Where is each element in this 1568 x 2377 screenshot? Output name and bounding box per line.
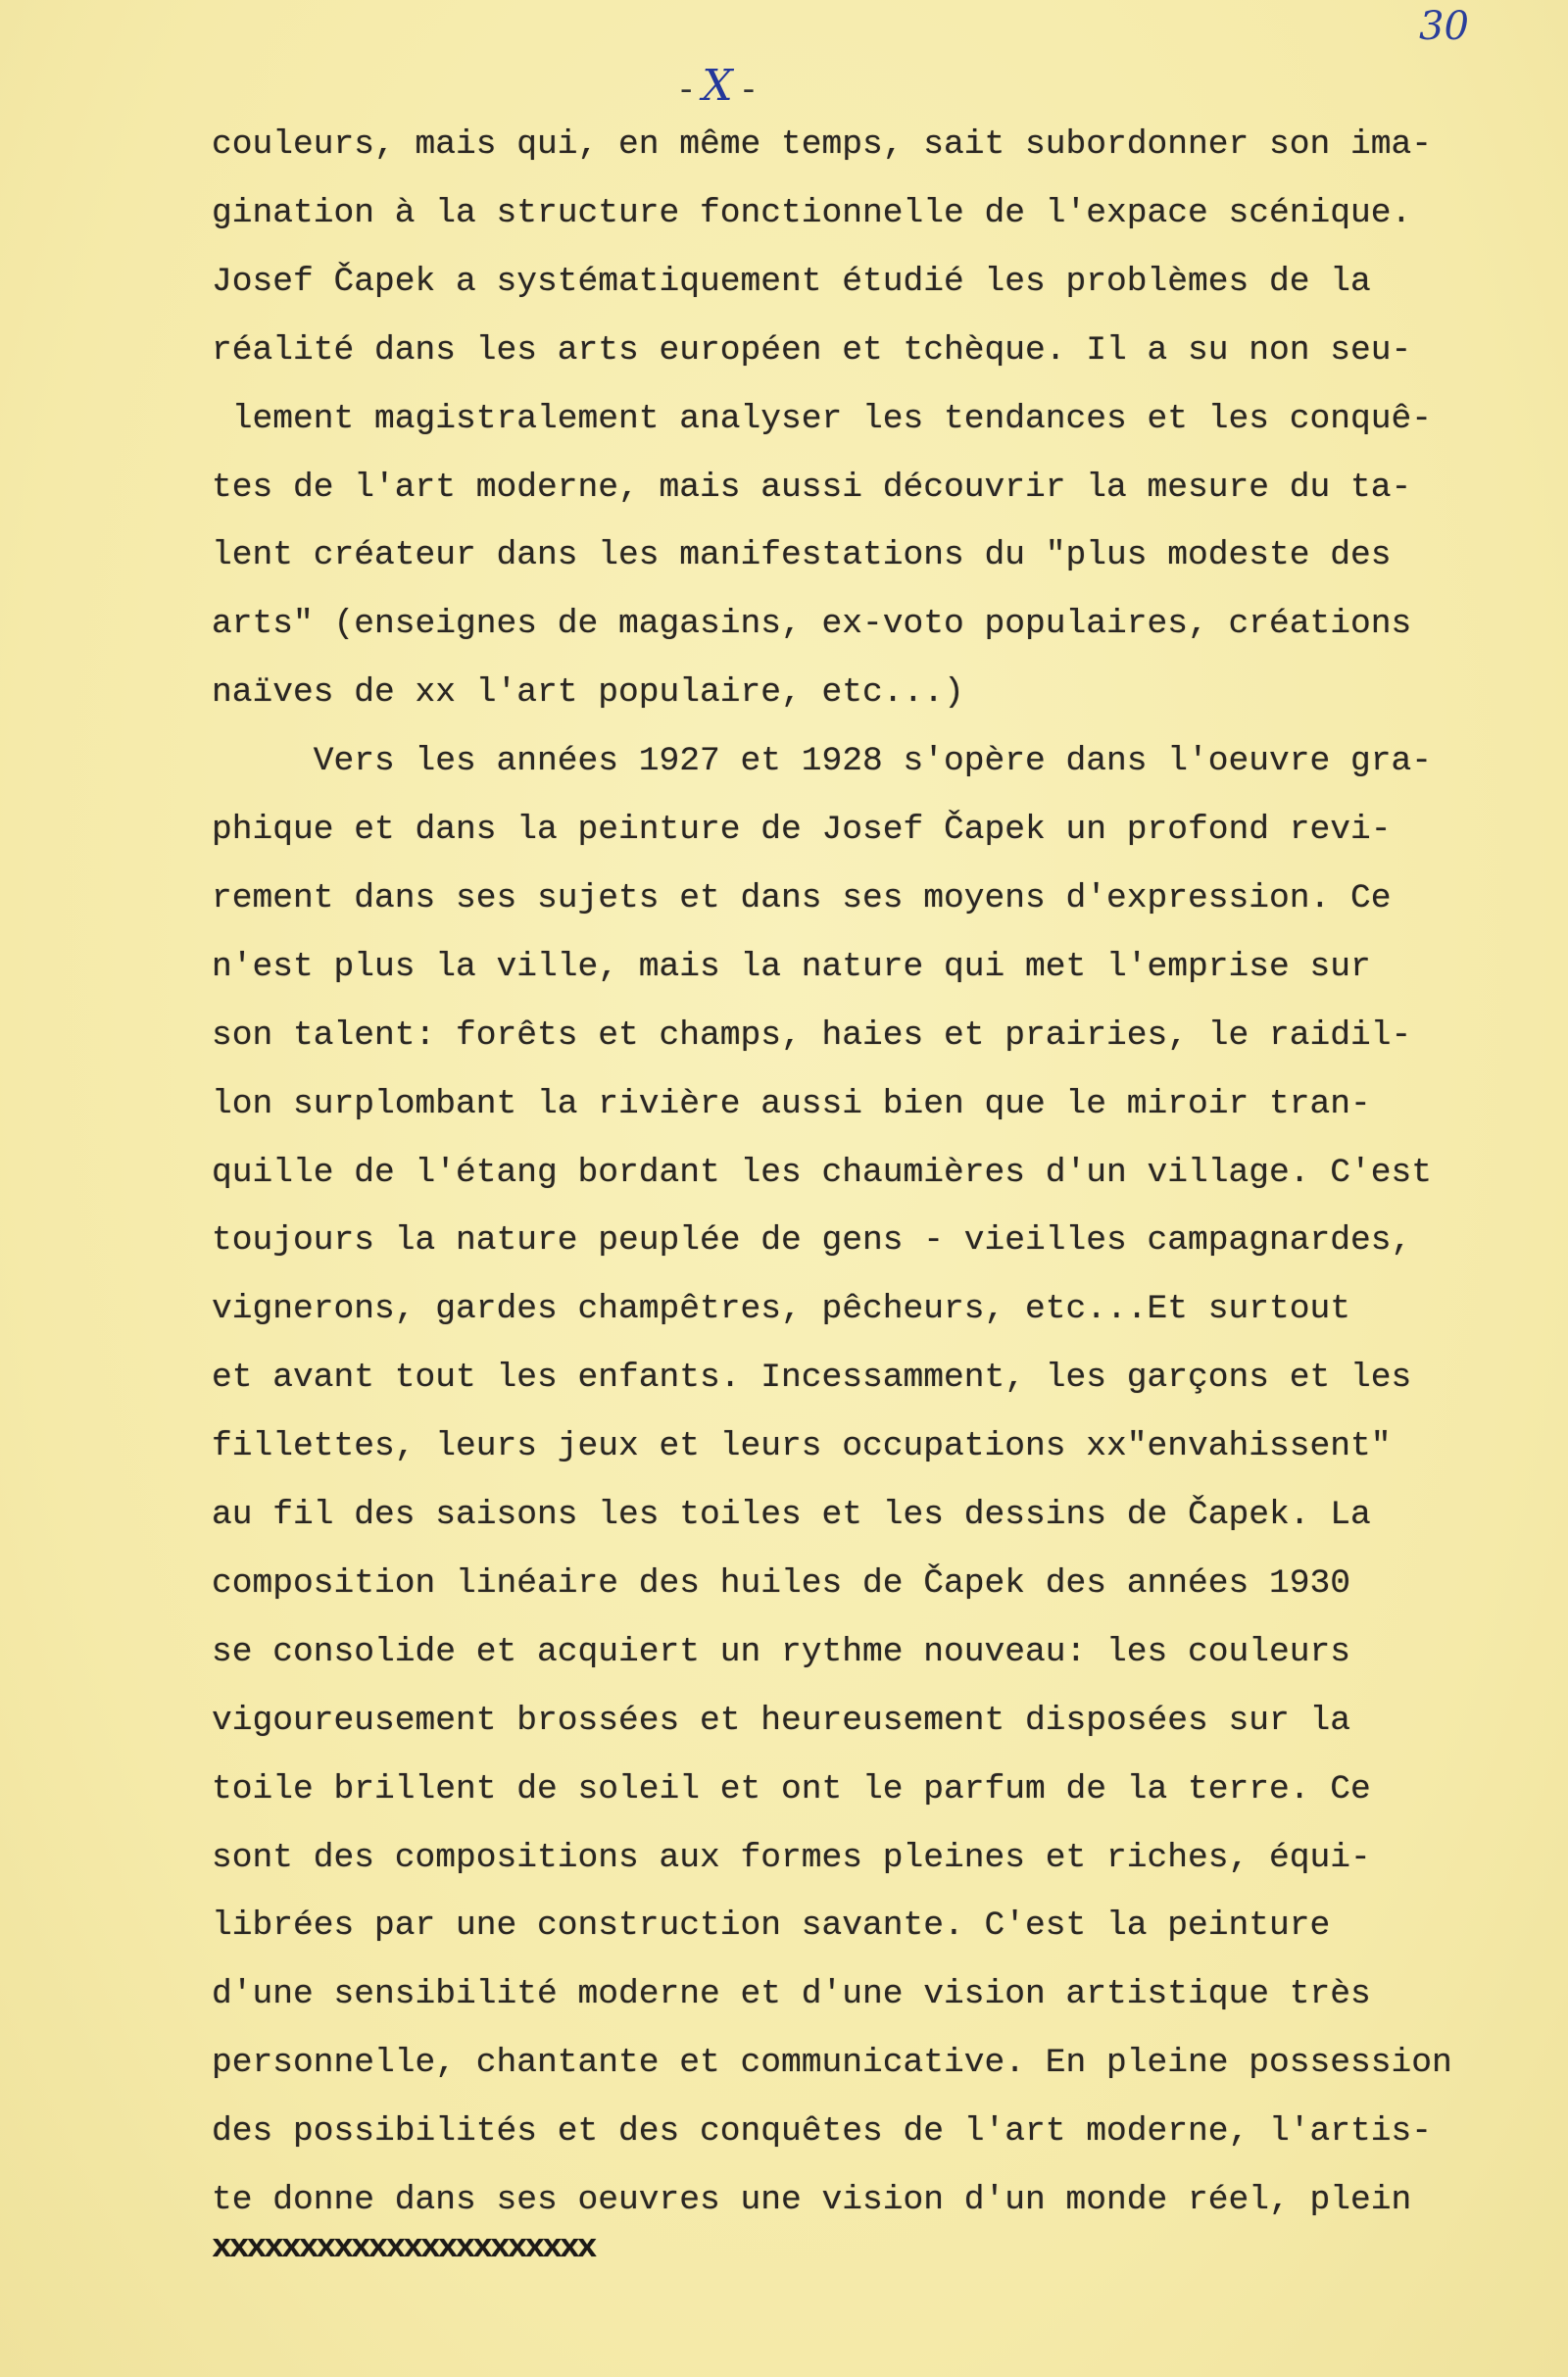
text-line: se consolide et acquiert un rythme nouveau: les couleurs bbox=[212, 1632, 1351, 1671]
text-line: personnelle, chantante et communicative. En pleine possession bbox=[212, 2044, 1452, 2083]
text-line: son talent: forêts et champs, haies et prairies, le raidil- bbox=[212, 1015, 1412, 1055]
text-line: fillettes, leurs jeux et leurs occupations xx"envahissent" bbox=[212, 1427, 1392, 1466]
text-line: lon surplombant la rivière aussi bien que le miroir tran- bbox=[212, 1084, 1371, 1123]
struck-out-line: xxxxxxxxxxxxxxxxxxxxxx bbox=[212, 2229, 595, 2267]
text-line: quille de l'étang bordant les chaumières d'un village. C'est bbox=[212, 1153, 1433, 1192]
text-line: tes de l'art moderne, mais aussi découvrir la mesure du ta- bbox=[212, 468, 1412, 507]
text-line: rement dans ses sujets et dans ses moyens d'expression. Ce bbox=[212, 878, 1392, 917]
text-line: Josef Čapek a systématiquement étudié les problèmes de la bbox=[212, 262, 1371, 301]
text-line: vigoureusement brossées et heureusement disposées sur la bbox=[212, 1701, 1351, 1740]
text-line: d'une sensibilité moderne et d'une vision artistique très bbox=[212, 1975, 1371, 2014]
text-line: n'est plus la ville, mais la nature qui met l'emprise sur bbox=[212, 947, 1371, 986]
handwritten-page-number: 30 bbox=[1419, 4, 1469, 49]
text-line: te donne dans ses oeuvres une vision d'un monde réel, plein bbox=[212, 2181, 1412, 2219]
header-dash: - bbox=[738, 74, 765, 111]
text-line: vignerons, gardes champêtres, pêcheurs, etc...Et surtout bbox=[212, 1290, 1351, 1329]
text-line: toujours la nature peuplée de gens - vieilles campagnardes, bbox=[212, 1221, 1412, 1261]
text-line: librées par une construction savante. C'est la peinture bbox=[212, 1907, 1331, 1946]
text-line: réalité dans les arts européen et tchèque. Il a su non seu- bbox=[212, 330, 1412, 370]
text-line: lent créateur dans les manifestations du "plus modeste des bbox=[212, 536, 1392, 575]
text-line: lement magistralement analyser les tendances et les conquê- bbox=[212, 399, 1433, 438]
text-line: naïves de xx l'art populaire, etc...) bbox=[212, 673, 964, 713]
text-line: toile brillent de soleil et ont le parfum de la terre. Ce bbox=[212, 1769, 1371, 1808]
header-dash: - bbox=[676, 74, 703, 111]
text-line: arts" (enseignes de magasins, ex-voto populaires, créations bbox=[212, 605, 1412, 644]
text-line: sont des compositions aux formes pleines et riches, équi- bbox=[212, 1838, 1371, 1877]
text-line: phique et dans la peinture de Josef Čapek un profond revi- bbox=[212, 811, 1392, 849]
page-header-mark bbox=[676, 61, 764, 111]
text-line: et avant tout les enfants. Incessamment, les garçons et les bbox=[212, 1359, 1412, 1398]
text-line: au fil des saisons les toiles et les dessins de Čapek. La bbox=[212, 1496, 1371, 1534]
text-line: des possibilités et des conquêtes de l'art moderne, l'artis- bbox=[212, 2112, 1433, 2152]
text-line: couleurs, mais qui, en même temps, sait subordonner son ima- bbox=[212, 125, 1433, 164]
text-line: composition linéaire des huiles de Čapek des années 1930 bbox=[212, 1563, 1351, 1603]
text-line: gination à la structure fonctionnelle de l'expace scénique. bbox=[212, 193, 1412, 232]
text-line: Vers les années 1927 et 1928 s'opère dans l'oeuvre gra- bbox=[212, 742, 1433, 781]
crossed-out-page-number: X bbox=[702, 61, 739, 111]
